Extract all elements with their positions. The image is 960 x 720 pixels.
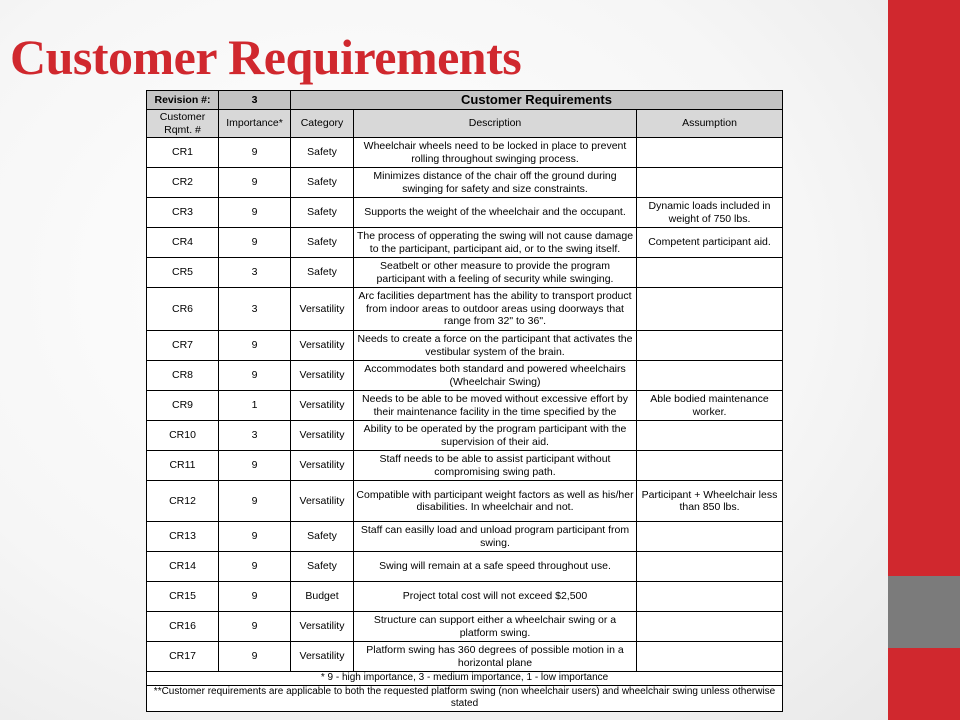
table-row (147, 612, 783, 642)
row-id: CR7 (147, 331, 219, 361)
row-description: Needs to be able to be moved without excessive effort by their maintenance facility in the time specified by the (354, 391, 637, 421)
row-assumption (637, 612, 783, 642)
row-description: Supports the weight of the wheelchair and the occupant. (354, 198, 637, 228)
row-assumption (637, 361, 783, 391)
row-category: Safety (291, 198, 354, 228)
row-description: Platform swing has 360 degrees of possible motion in a horizontal plane (354, 642, 637, 672)
row-description: Compatible with participant weight factors as well as his/her disabilities. In wheelchair and not. (354, 481, 637, 522)
table-row (147, 228, 783, 258)
row-id: CR8 (147, 361, 219, 391)
row-importance: 9 (219, 361, 291, 391)
row-assumption (637, 552, 783, 582)
decorative-bar-red-top (888, 0, 960, 576)
table-note-row (147, 672, 783, 686)
row-assumption (637, 642, 783, 672)
table-row (147, 481, 783, 522)
row-description: Staff needs to be able to assist participant without compromising swing path. (354, 451, 637, 481)
slide-title: Customer Requirements (10, 29, 522, 85)
row-description: Minimizes distance of the chair off the ground during swinging for safety and size constraints. (354, 168, 637, 198)
row-importance: 1 (219, 391, 291, 421)
row-description: Seatbelt or other measure to provide the program participant with a feeling of security while swinging. (354, 258, 637, 288)
table-row (147, 288, 783, 331)
col-header-id: Customer Rqmt. # (147, 110, 219, 138)
row-id: CR9 (147, 391, 219, 421)
row-assumption: Able bodied maintenance worker. (637, 391, 783, 421)
row-id: CR6 (147, 288, 219, 331)
row-assumption: Competent participant aid. (637, 228, 783, 258)
row-assumption (637, 168, 783, 198)
row-category: Budget (291, 582, 354, 612)
row-importance: 9 (219, 451, 291, 481)
row-id: CR2 (147, 168, 219, 198)
row-id: CR4 (147, 228, 219, 258)
row-assumption (637, 138, 783, 168)
row-category: Safety (291, 228, 354, 258)
row-id: CR15 (147, 582, 219, 612)
requirements-table (146, 90, 783, 712)
row-assumption (637, 582, 783, 612)
col-header-description: Description (354, 110, 637, 138)
table-note-row (147, 685, 783, 711)
row-description: Project total cost will not exceed $2,500 (354, 582, 637, 612)
col-header-assumption: Assumption (637, 110, 783, 138)
table-row (147, 198, 783, 228)
decorative-bar-gray (888, 576, 960, 648)
row-category: Versatility (291, 612, 354, 642)
row-importance: 9 (219, 168, 291, 198)
applicability-note: **Customer requirements are applicable to both the requested platform swing (non wheelchair users) and wheelchair swing unless otherwise stated (147, 685, 783, 711)
row-importance: 9 (219, 552, 291, 582)
row-importance: 9 (219, 138, 291, 168)
row-assumption (637, 288, 783, 331)
row-assumption (637, 331, 783, 361)
row-id: CR11 (147, 451, 219, 481)
row-description: Accommodates both standard and powered wheelchairs (Wheelchair Swing) (354, 361, 637, 391)
row-description: Staff can easilly load and unload program participant from swing. (354, 522, 637, 552)
row-id: CR13 (147, 522, 219, 552)
row-category: Versatility (291, 391, 354, 421)
row-assumption (637, 258, 783, 288)
row-id: CR1 (147, 138, 219, 168)
row-importance: 9 (219, 481, 291, 522)
row-category: Versatility (291, 451, 354, 481)
row-description: Needs to create a force on the participant that activates the vestibular system of the brain. (354, 331, 637, 361)
row-importance: 9 (219, 522, 291, 552)
row-category: Versatility (291, 361, 354, 391)
row-importance: 9 (219, 228, 291, 258)
table-row (147, 522, 783, 552)
revision-label: Revision #: (147, 91, 219, 110)
row-assumption (637, 522, 783, 552)
decorative-bar-red-bottom (888, 648, 960, 720)
row-assumption: Dynamic loads included in weight of 750 lbs. (637, 198, 783, 228)
row-importance: 9 (219, 642, 291, 672)
row-category: Versatility (291, 642, 354, 672)
table-row (147, 421, 783, 451)
row-importance: 3 (219, 258, 291, 288)
table-row (147, 451, 783, 481)
row-importance: 9 (219, 198, 291, 228)
row-importance: 9 (219, 612, 291, 642)
importance-key-note: * 9 - high importance, 3 - medium importance, 1 - low importance (147, 672, 783, 686)
row-id: CR12 (147, 481, 219, 522)
row-description: The process of opperating the swing will not cause damage to the participant, participant aid, or to the swing itself. (354, 228, 637, 258)
row-category: Safety (291, 258, 354, 288)
row-description: Swing will remain at a safe speed throughout use. (354, 552, 637, 582)
row-importance: 3 (219, 288, 291, 331)
row-id: CR10 (147, 421, 219, 451)
row-description: Ability to be operated by the program participant with the supervision of their aid. (354, 421, 637, 451)
row-importance: 3 (219, 421, 291, 451)
row-id: CR17 (147, 642, 219, 672)
row-assumption (637, 451, 783, 481)
row-description: Structure can support either a wheelchair swing or a platform swing. (354, 612, 637, 642)
row-importance: 9 (219, 582, 291, 612)
row-category: Versatility (291, 331, 354, 361)
row-category: Safety (291, 552, 354, 582)
column-header-row (147, 110, 783, 138)
row-category: Versatility (291, 421, 354, 451)
col-header-category: Category (291, 110, 354, 138)
row-importance: 9 (219, 331, 291, 361)
table-row (147, 168, 783, 198)
row-category: Versatility (291, 288, 354, 331)
table-row (147, 552, 783, 582)
row-id: CR14 (147, 552, 219, 582)
row-description: Arc facilities department has the ability to transport product from indoor areas to outdoor areas using doorways that range from 32" to 36". (354, 288, 637, 331)
row-category: Safety (291, 522, 354, 552)
row-id: CR5 (147, 258, 219, 288)
row-id: CR16 (147, 612, 219, 642)
table-row (147, 331, 783, 361)
row-category: Safety (291, 168, 354, 198)
table-header-row (147, 91, 783, 110)
revision-value: 3 (219, 91, 291, 110)
table-row (147, 258, 783, 288)
table-row (147, 361, 783, 391)
table-row (147, 582, 783, 612)
row-assumption (637, 421, 783, 451)
row-category: Versatility (291, 481, 354, 522)
row-category: Safety (291, 138, 354, 168)
row-id: CR3 (147, 198, 219, 228)
table-row (147, 138, 783, 168)
table-row (147, 391, 783, 421)
row-description: Wheelchair wheels need to be locked in place to prevent rolling throughout swinging process. (354, 138, 637, 168)
col-header-importance: Importance* (219, 110, 291, 138)
table-title: Customer Requirements (291, 91, 783, 110)
table-row (147, 642, 783, 672)
row-assumption: Participant + Wheelchair less than 850 lbs. (637, 481, 783, 522)
